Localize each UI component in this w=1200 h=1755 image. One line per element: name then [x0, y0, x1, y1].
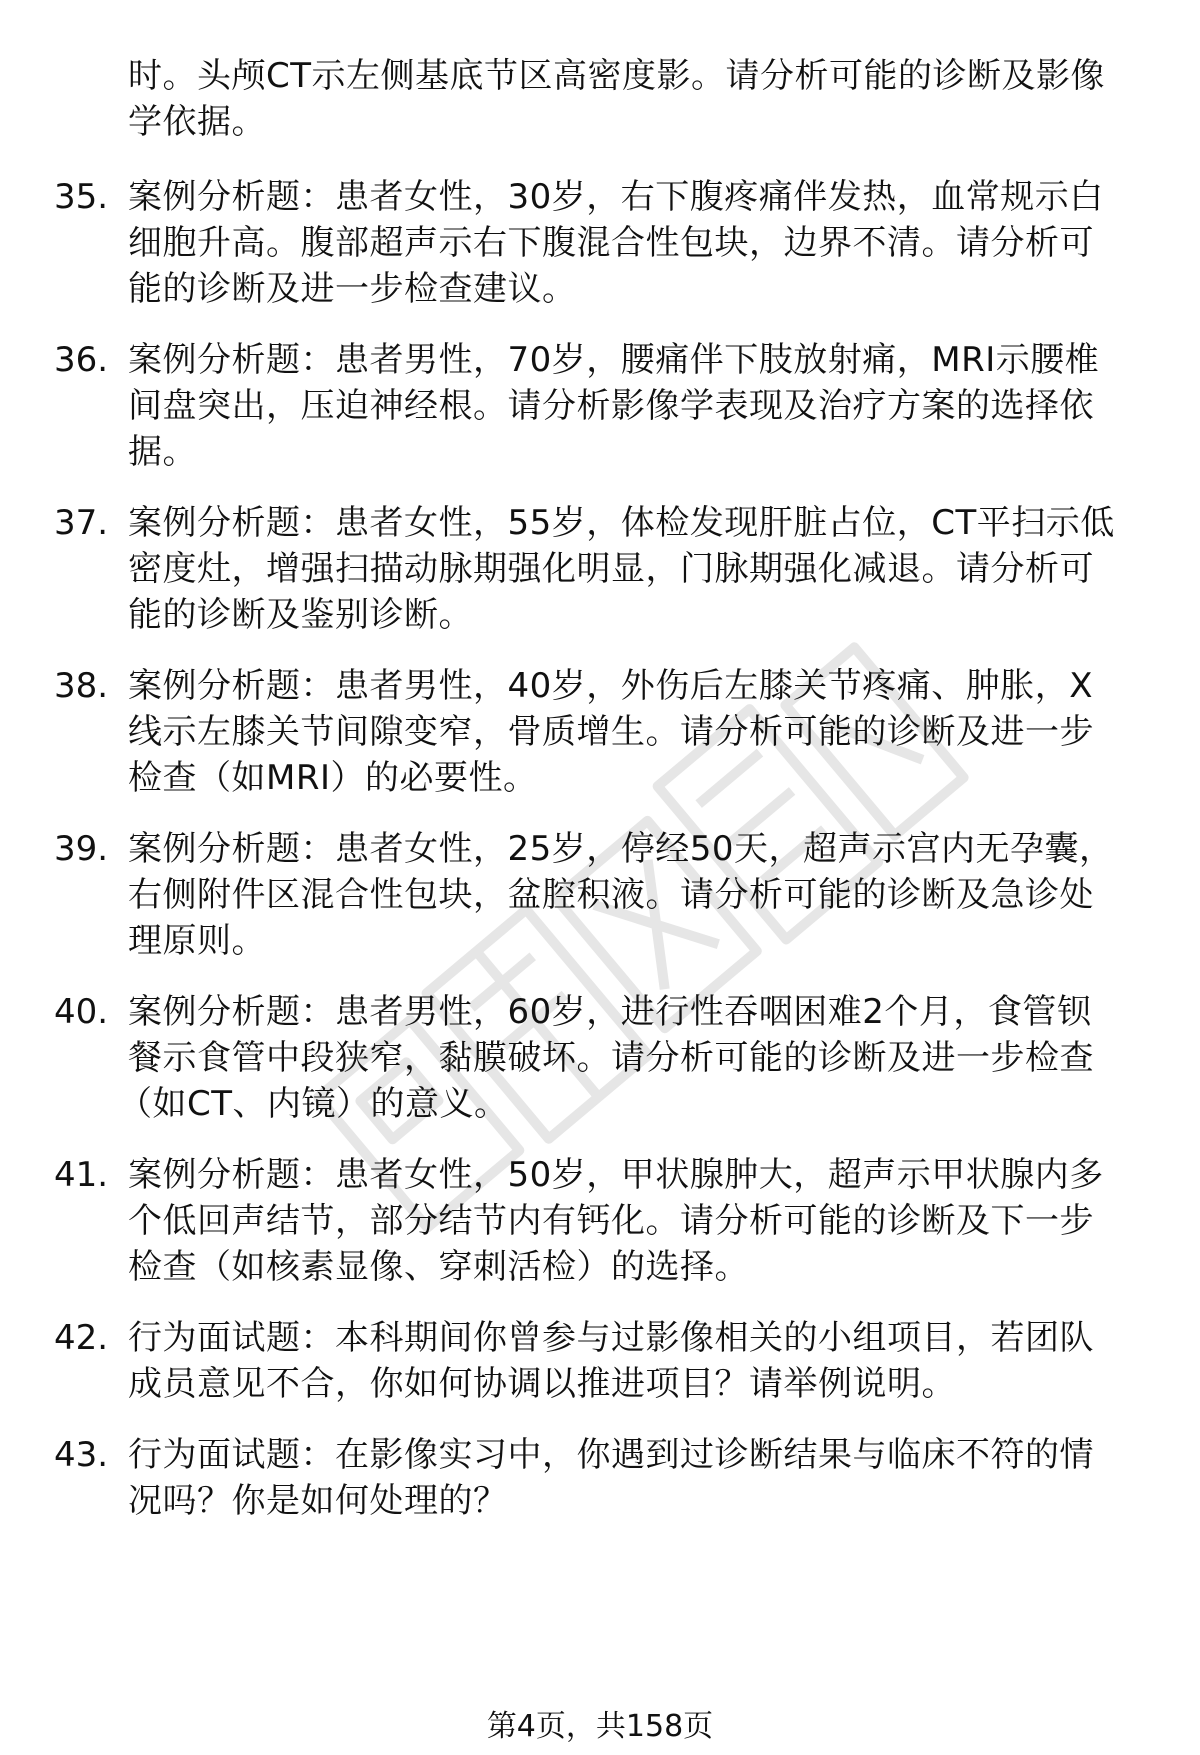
- continuation-line: 学依据。: [128, 102, 266, 142]
- question-text-line: 案例分析题：患者女性，50岁，甲状腺肿大，超声示甲状腺内多: [128, 1155, 1104, 1195]
- page-number-footer: 第4页，共158页: [486, 1709, 714, 1744]
- question-text-line: 能的诊断及鉴别诊断。: [128, 595, 473, 635]
- question-text-line: 餐示食管中段狭窄，黏膜破坏。请分析可能的诊断及进一步检查: [128, 1038, 1094, 1078]
- question-text-line: 右侧附件区混合性包块，盆腔积液。请分析可能的诊断及急诊处: [128, 875, 1094, 915]
- question-text-line: 个低回声结节，部分结节内有钙化。请分析可能的诊断及下一步: [128, 1201, 1094, 1241]
- question-text-line: 据。: [128, 432, 197, 472]
- question-text-line: 行为面试题：在影像实习中，你遇到过诊断结果与临床不符的情: [128, 1435, 1094, 1475]
- question-number: 38.: [54, 666, 109, 706]
- question-number: 41.: [54, 1155, 109, 1195]
- question-number: 36.: [54, 340, 109, 380]
- question-text-line: 检查（如核素显像、穿刺活检）的选择。: [128, 1247, 749, 1287]
- question-text-line: 行为面试题：本科期间你曾参与过影像相关的小组项目，若团队: [128, 1318, 1094, 1358]
- question-text-line: 线示左膝关节间隙变窄，骨质增生。请分析可能的诊断及进一步: [128, 712, 1094, 752]
- question-number: 42.: [54, 1318, 109, 1358]
- question-text-line: 间盘突出，压迫神经根。请分析影像学表现及治疗方案的选择依: [128, 386, 1094, 426]
- question-number: 43.: [54, 1435, 109, 1475]
- question-text-line: 况吗？你是如何处理的？: [128, 1481, 508, 1521]
- question-text-line: 能的诊断及进一步检查建议。: [128, 269, 577, 309]
- question-number: 35.: [54, 177, 109, 217]
- question-text-line: （如CT、内镜）的意义。: [118, 1084, 509, 1124]
- question-number: 37.: [54, 503, 109, 543]
- question-text-line: 理原则。: [128, 921, 266, 961]
- question-text-line: 案例分析题：患者男性，60岁，进行性吞咽困难2个月，食管钡: [128, 992, 1092, 1032]
- question-text-line: 案例分析题：患者男性，40岁，外伤后左膝关节疼痛、肿胀，X: [128, 666, 1094, 706]
- question-text-line: 检查（如MRI）的必要性。: [128, 758, 538, 798]
- question-text-line: 密度灶，增强扫描动脉期强化明显，门脉期强化减退。请分析可: [128, 549, 1094, 589]
- question-text-line: 成员意见不合，你如何协调以推进项目？请举例说明。: [128, 1364, 956, 1404]
- question-text-line: 案例分析题：患者女性，25岁，停经50天，超声示宫内无孕囊，: [128, 829, 1114, 869]
- question-text-line: 案例分析题：患者女性，30岁，右下腹疼痛伴发热，血常规示白: [128, 177, 1104, 217]
- question-text-line: 案例分析题：患者女性，55岁，体检发现肝脏占位，CT平扫示低: [128, 503, 1115, 543]
- question-number: 40.: [54, 992, 109, 1032]
- question-text-line: 案例分析题：患者男性，70岁，腰痛伴下肢放射痛，MRI示腰椎: [128, 340, 1100, 380]
- continuation-line: 时。头颅CT示左侧基底节区高密度影。请分析可能的诊断及影像: [128, 56, 1106, 96]
- question-number: 39.: [54, 829, 109, 869]
- question-text-line: 细胞升高。腹部超声示右下腹混合性包块，边界不清。请分析可: [128, 223, 1094, 263]
